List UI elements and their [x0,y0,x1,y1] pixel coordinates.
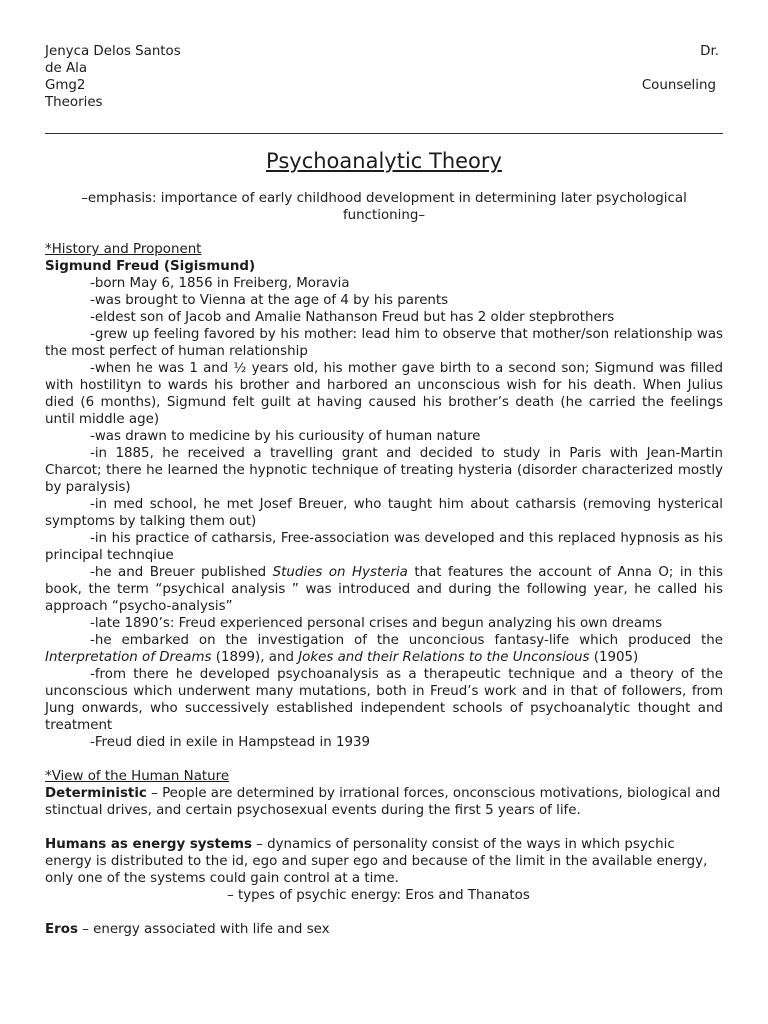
history-item: -born May 6, 1856 in Freiberg, Moravia [90,276,350,291]
deterministic-definition: Deterministic – People are determined by irrational forces, onconscious motivations, biological and stinctual drives, and certain psychosexual events during the first 5 years of life. [45,786,721,818]
header-line-1 [45,43,723,60]
history-item: -in 1885, he received a travelling grant and decided to study in Paris with Jean-Martin Charcot; there he learned the hypnotic technique of treating hysteria (disorder characterized mostly by paralysis) [45,446,723,495]
history-item: -he embarked on the investigation of the unconcious fantasy-life which produced the Interpretation of Dreams (1899), and Jokes and their Relations to the Unconsious (1905) [45,633,723,665]
history-item: -was drawn to medicine by his curiousity of human nature [90,429,481,444]
history-item: -in med school, he met Josef Breuer, who taught him about catharsis (removing hysterical symptoms by talking them out) [45,497,723,529]
header-divider [45,133,723,134]
history-item: -Freud died in exile in Hampstead in 1939 [90,735,371,750]
instructor-name: de Ala [45,61,88,76]
document-page [45,43,723,938]
header-line-2 [45,60,723,77]
document-title: Psychoanalytic Theory [266,149,502,173]
book-title: Jokes and their Relations to the Unconsious [298,650,590,665]
proponent-name: Sigmund Freud (Sigismund) [45,259,256,274]
course-name-cont: Theories [45,95,103,110]
course-name: Counseling [641,78,716,93]
deterministic-term: Deterministic [45,786,147,801]
history-item: -eldest son of Jacob and Amalie Nathanson Freud but has 2 older stepbrothers [90,310,615,325]
header-line-4 [45,94,723,111]
book-title: Studies on Hysteria [272,565,408,580]
history-item: -he and Breuer published Studies on Hysteria that features the account of Anna O; in this book, the term “psychical analysis ” was introduced and during the following year, he called his approach “psycho-analysis” [45,565,723,614]
eros-definition: Eros – energy associated with life and sex [45,922,330,937]
history-item: -late 1890’s: Freud experienced personal crises and begun analyzing his own dreams [90,616,663,631]
history-item: -grew up feeling favored by his mother: lead him to observe that mother/son relationship was the most perfect of human relationship [45,327,723,359]
energy-systems-definition: Humans as energy systems – dynamics of personality consist of the ways in which psychic energy is distributed to the id, ego and super ego and because of the limit in the available energy, only one of the systems could gain control at a time. [45,837,708,886]
history-item: -was brought to Vienna at the age of 4 by his parents [90,293,449,308]
header-line-3 [45,77,723,94]
history-heading: *History and Proponent [45,242,202,257]
emphasis-statement: –emphasis: importance of early childhood development in determining later psychological functioning– [81,191,687,223]
energy-systems-term: Humans as energy systems [45,837,252,852]
history-item: -in his practice of catharsis, Free-association was developed and this replaced hypnosis as his principal technqiue [45,531,723,563]
instructor-title: Dr. [700,44,719,59]
eros-term: Eros [45,922,78,937]
view-heading: *View of the Human Nature [45,769,230,784]
student-name: Jenyca Delos Santos [45,44,181,59]
history-item: -from there he developed psychoanalysis as a therapeutic technique and a theory of the unconscious which underwent many mutations, both in Freud’s work and in that of followers, from Jung onwards, who successively established independent schools of psychoanalytic thought and treatment [45,667,723,733]
energy-types: – types of psychic energy: Eros and Thanatos [227,888,530,903]
section-code: Gmg2 [45,78,86,93]
history-item: -when he was 1 and ½ years old, his mother gave birth to a second son; Sigmund was filled with hostilityn to wards his brother and harbored an unconscious wish for his death. When Julius died (6 months), Sigmund felt guilt at having caused his brother’s death (he carried the feelings until middle age) [45,361,723,427]
book-title: Interpretation of Dreams [45,650,212,665]
